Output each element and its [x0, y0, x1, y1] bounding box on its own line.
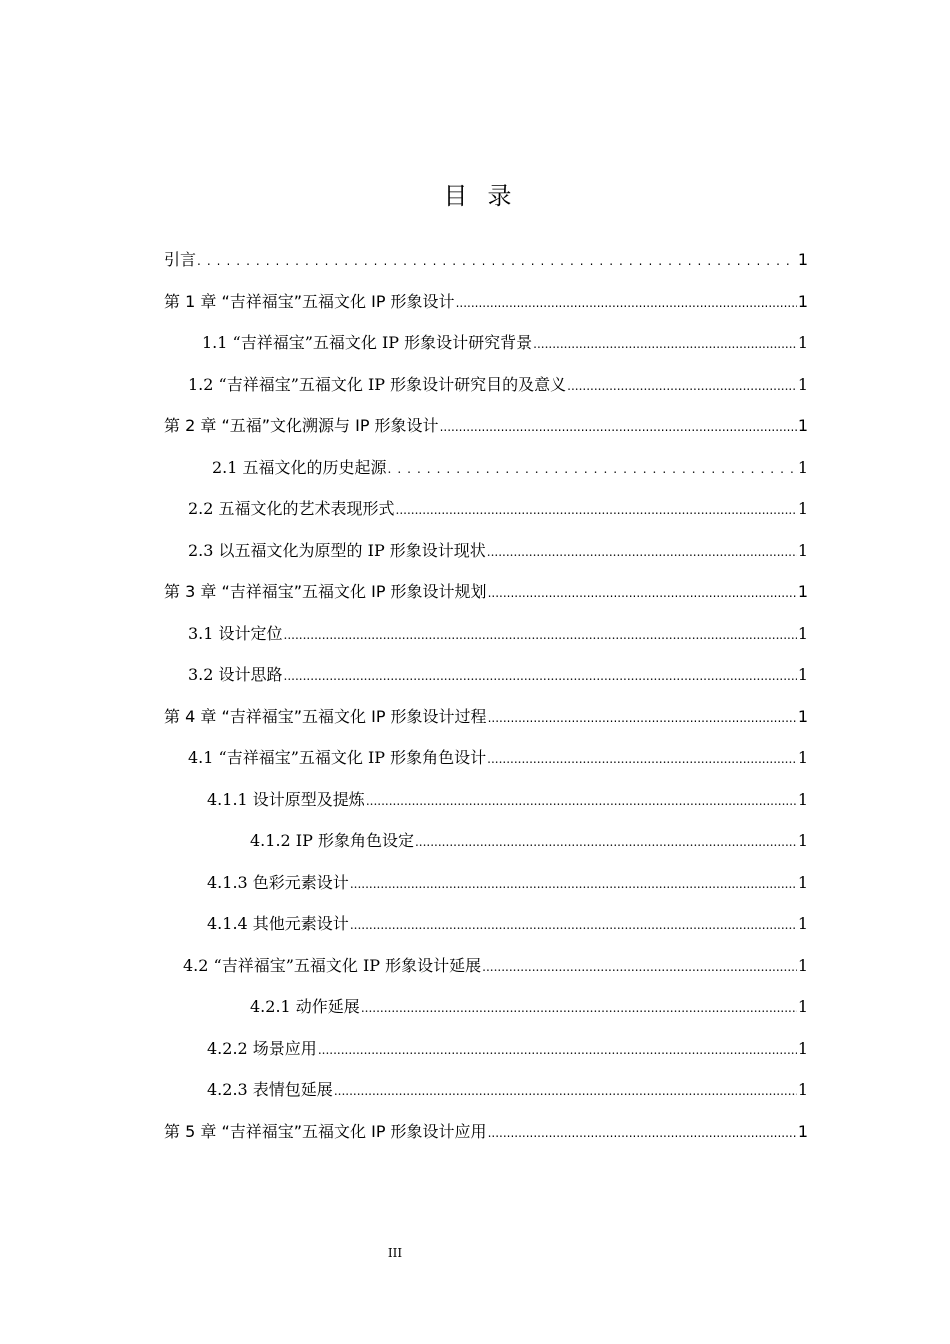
- dot-leader: [366, 789, 797, 813]
- toc-entry-page: 1: [797, 499, 808, 518]
- toc-entry-chapter-2[interactable]: [164, 414, 808, 438]
- dot-leader: [334, 1079, 797, 1103]
- toc-entry-label: 3.1 设计定位: [188, 624, 283, 643]
- toc-entry-label: 4.2.2 场景应用: [207, 1039, 317, 1058]
- toc-entry-page: 1: [797, 1080, 808, 1099]
- toc-entry-page: 1: [797, 914, 808, 933]
- toc-entry-1-2[interactable]: [188, 373, 808, 397]
- toc-entry-3-2[interactable]: [188, 663, 808, 687]
- dot-leader: [567, 374, 797, 398]
- toc-entry-4-1-3[interactable]: [207, 871, 808, 895]
- toc-entry-page: 1: [797, 956, 808, 975]
- toc-entry-label: 4.1.3 色彩元素设计: [207, 873, 349, 892]
- toc-entry-label: 4.2.3 表情包延展: [207, 1080, 333, 1099]
- dot-leader: [456, 291, 797, 315]
- toc-entry-page: 1: [797, 416, 808, 435]
- dot-leader: [533, 332, 797, 356]
- toc-entry-label: 第 3 章 “吉祥福宝”五福文化 IP 形象设计规划: [164, 582, 487, 601]
- toc-entry-intro[interactable]: [164, 248, 808, 272]
- toc-entry-page: 1: [797, 250, 808, 269]
- toc-entry-label: 3.2 设计思路: [188, 665, 283, 684]
- toc-entry-4-1[interactable]: [188, 746, 808, 770]
- toc-entry-label: 2.1 五福文化的历史起源: [212, 458, 387, 477]
- toc-entry-label: 1.2 “吉祥福宝”五福文化 IP 形象设计研究目的及意义: [188, 375, 567, 394]
- toc-entry-2-1[interactable]: [212, 456, 808, 480]
- toc-entry-label: 4.2 “吉祥福宝”五福文化 IP 形象设计延展: [183, 956, 482, 975]
- toc-entry-page: 1: [797, 333, 808, 352]
- dot-leader: [396, 498, 797, 522]
- toc-entry-chapter-5[interactable]: [164, 1120, 808, 1144]
- dot-leader: [488, 706, 797, 730]
- dot-leader: [388, 457, 797, 481]
- toc-entry-label: 2.2 五福文化的艺术表现形式: [188, 499, 395, 518]
- dot-leader: [440, 415, 797, 439]
- toc-entry-4-2[interactable]: [183, 954, 808, 978]
- toc-entry-page: 1: [797, 582, 808, 601]
- dot-leader: [487, 540, 797, 564]
- toc-entry-page: 1: [797, 292, 808, 311]
- toc-entry-label: 引言: [164, 250, 197, 269]
- dot-leader: [482, 955, 797, 979]
- dot-leader: [284, 664, 797, 688]
- toc-entry-label: 2.3 以五福文化为原型的 IP 形象设计现状: [188, 541, 486, 560]
- toc-entry-page: 1: [797, 707, 808, 726]
- toc-entry-chapter-1[interactable]: [164, 290, 808, 314]
- toc-entry-4-2-3[interactable]: [207, 1078, 808, 1102]
- toc-entry-page: 1: [797, 831, 808, 850]
- toc-entry-page: 1: [797, 790, 808, 809]
- toc-title: 目录: [443, 182, 532, 210]
- toc-entry-2-3[interactable]: [188, 539, 808, 563]
- toc-entry-1-1[interactable]: [202, 331, 808, 355]
- toc-entry-4-2-2[interactable]: [207, 1037, 808, 1061]
- dot-leader: [350, 913, 797, 937]
- toc-entry-4-1-1[interactable]: [207, 788, 808, 812]
- toc-entry-4-1-4[interactable]: [207, 912, 808, 936]
- toc-entry-label: 第 1 章 “吉祥福宝”五福文化 IP 形象设计: [164, 292, 455, 311]
- dot-leader: [488, 1121, 797, 1145]
- toc-entry-page: 1: [797, 458, 808, 477]
- toc-entry-chapter-4[interactable]: [164, 705, 808, 729]
- toc-entry-label: 4.2.1 动作延展: [250, 997, 360, 1016]
- toc-entry-label: 4.1.2 IP 形象角色设定: [250, 831, 414, 850]
- toc-entry-chapter-3[interactable]: [164, 580, 808, 604]
- toc-entry-4-2-1[interactable]: [250, 995, 808, 1019]
- dot-leader: [350, 872, 797, 896]
- toc-entry-page: 1: [797, 375, 808, 394]
- toc-entry-page: 1: [797, 1039, 808, 1058]
- toc-entry-2-2[interactable]: [188, 497, 808, 521]
- dot-leader: [318, 1038, 797, 1062]
- toc-entry-page: 1: [797, 997, 808, 1016]
- footer-page-number: III: [387, 1246, 403, 1260]
- toc-entry-page: 1: [797, 1122, 808, 1141]
- toc-entry-page: 1: [797, 541, 808, 560]
- toc-entry-label: 4.1 “吉祥福宝”五福文化 IP 形象角色设计: [188, 748, 487, 767]
- toc-entry-label: 第 2 章 “五福”文化溯源与 IP 形象设计: [164, 416, 439, 435]
- toc-entry-page: 1: [797, 748, 808, 767]
- dot-leader: [361, 996, 797, 1020]
- dot-leader: [197, 249, 797, 273]
- toc-entry-page: 1: [797, 873, 808, 892]
- toc-entry-page: 1: [797, 665, 808, 684]
- toc-entry-label: 4.1.4 其他元素设计: [207, 914, 349, 933]
- toc-entry-label: 4.1.1 设计原型及提炼: [207, 790, 365, 809]
- dot-leader: [415, 830, 797, 854]
- toc-entry-3-1[interactable]: [188, 622, 808, 646]
- dot-leader: [488, 581, 797, 605]
- toc-entry-label: 1.1 “吉祥福宝”五福文化 IP 形象设计研究背景: [202, 333, 533, 352]
- toc-entry-label: 第 4 章 “吉祥福宝”五福文化 IP 形象设计过程: [164, 707, 487, 726]
- toc-entry-page: 1: [797, 624, 808, 643]
- dot-leader: [284, 623, 797, 647]
- toc-entry-4-1-2[interactable]: [250, 829, 808, 853]
- dot-leader: [487, 747, 797, 771]
- toc-entry-label: 第 5 章 “吉祥福宝”五福文化 IP 形象设计应用: [164, 1122, 487, 1141]
